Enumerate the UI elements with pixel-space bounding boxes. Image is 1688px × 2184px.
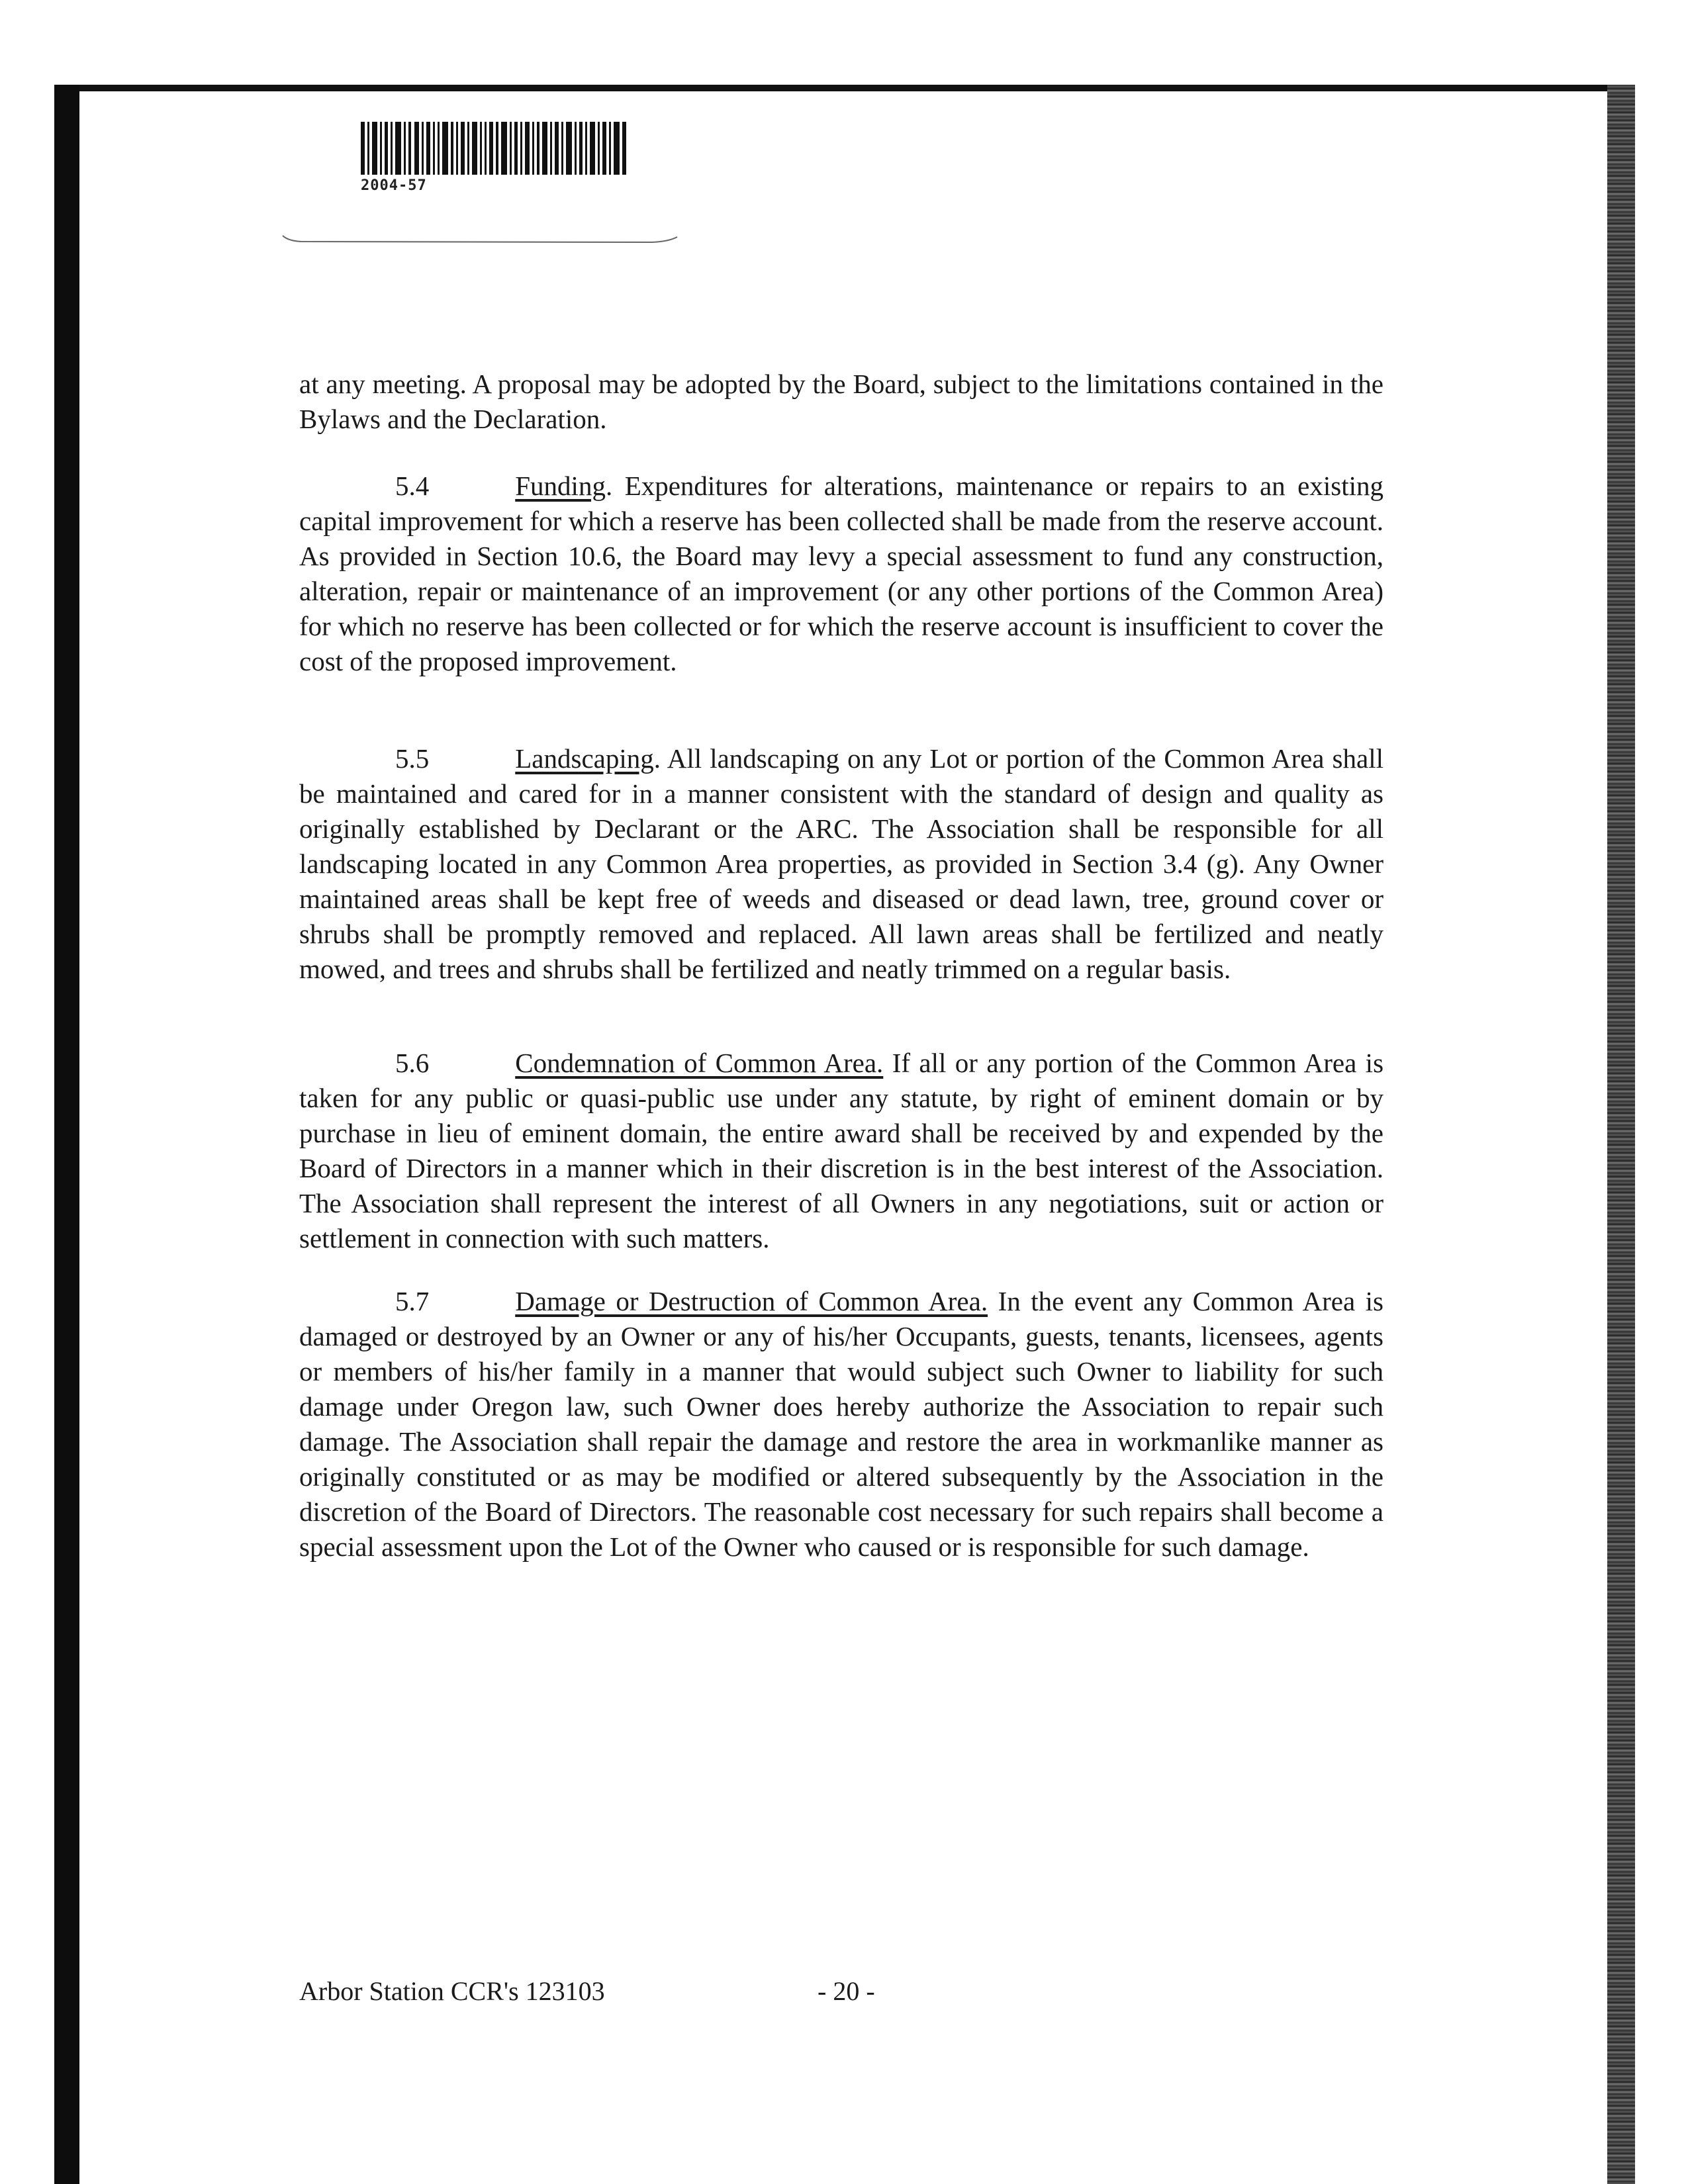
scan-border-top: [60, 85, 1635, 91]
intro-paragraph: [299, 367, 1383, 437]
section-title: Funding: [515, 471, 606, 501]
section-text: In the event any Common Area is damaged or destroyed by an Owner or any of his/her Occupants, guests, tenants, licensees, agents or members of his/her family in a manner that would subject such Owner to liability for such damage under Oregon law, such Owner does hereby authorize the Association to repair such damage. The Association shall repair the damage and restore the area in workmanlike manner as originally constituted or as may be modified or altered subsequently by the Association in the discretion of the Board of Directors. The reasonable cost necessary for such repairs shall become a special assessment upon the Lot of the Owner who caused or is responsible for such damage.: [299, 1286, 1383, 1562]
section-number: 5.7: [395, 1286, 430, 1316]
section-title: Damage or Destruction of Common Area.: [515, 1286, 988, 1316]
scan-margin-right: [1635, 85, 1688, 2184]
section-number: 5.4: [395, 471, 430, 501]
footer-document-name: Arbor Station CCR's 123103: [299, 1976, 605, 2006]
intro-text: at any meeting. A proposal may be adopted by the Board, subject to the limitations contained in the Bylaws and the Declaration.: [299, 369, 1383, 434]
section-5-6: [299, 1046, 1383, 1256]
section-text: If all or any portion of the Common Area is taken for any public or quasi-public use under any statute, by right of eminent domain or by purchase in lieu of eminent domain, the entire award shall be received by and expended by the Board of Directors in a manner which in their discretion is in the best interest of the Association. The Association shall represent the interest of all Owners in any negotiations, suit or action or settlement in connection with such matters.: [299, 1048, 1384, 1253]
scan-border-left: [54, 85, 79, 2184]
footer-page-number: - 20 -: [818, 1976, 875, 2006]
barcode-caption: 2004-57: [361, 177, 427, 194]
section-title: Landscaping: [515, 743, 654, 774]
section-text: Expenditures for alterations, maintenance or repairs to an existing capital improvement for which a reserve has been collected shall be made from the reserve account. As provided in Section 10.6, the Board may levy a special assessment to fund any construction, alteration, repair or maintenance of an improvement (or any other portions of the Common Area) for which no reserve has been collected or for which the reserve account is insufficient to cover the cost of the proposed improvement.: [299, 471, 1383, 676]
section-number: 5.5: [395, 743, 430, 774]
barcode-icon: [361, 122, 629, 175]
section-number: 5.6: [395, 1048, 430, 1078]
section-title-punct: .: [605, 471, 613, 501]
section-title: Condemnation of Common Area.: [515, 1048, 884, 1078]
stamp-underline-icon: [281, 233, 679, 246]
section-title-punct: .: [653, 743, 661, 774]
section-5-5: [299, 741, 1383, 987]
section-5-7: [299, 1284, 1383, 1565]
section-5-4: [299, 469, 1383, 679]
section-text: All landscaping on any Lot or portion of the Common Area shall be maintained and cared for in a manner consistent with the standard of design and quality as originally established by Declarant or the ARC. The Association shall be responsible for all landscaping located in any Common Area properties, as provided in Section 3.4 (g). Any Owner maintained areas shall be kept free of weeds and diseased or dead lawn, tree, ground cover or shrubs shall be promptly removed and replaced. All lawn areas shall be fertilized and neatly mowed, and trees and shrubs shall be fertilized and neatly trimmed on a regular basis.: [299, 743, 1383, 984]
scan-border-right: [1607, 85, 1635, 2184]
